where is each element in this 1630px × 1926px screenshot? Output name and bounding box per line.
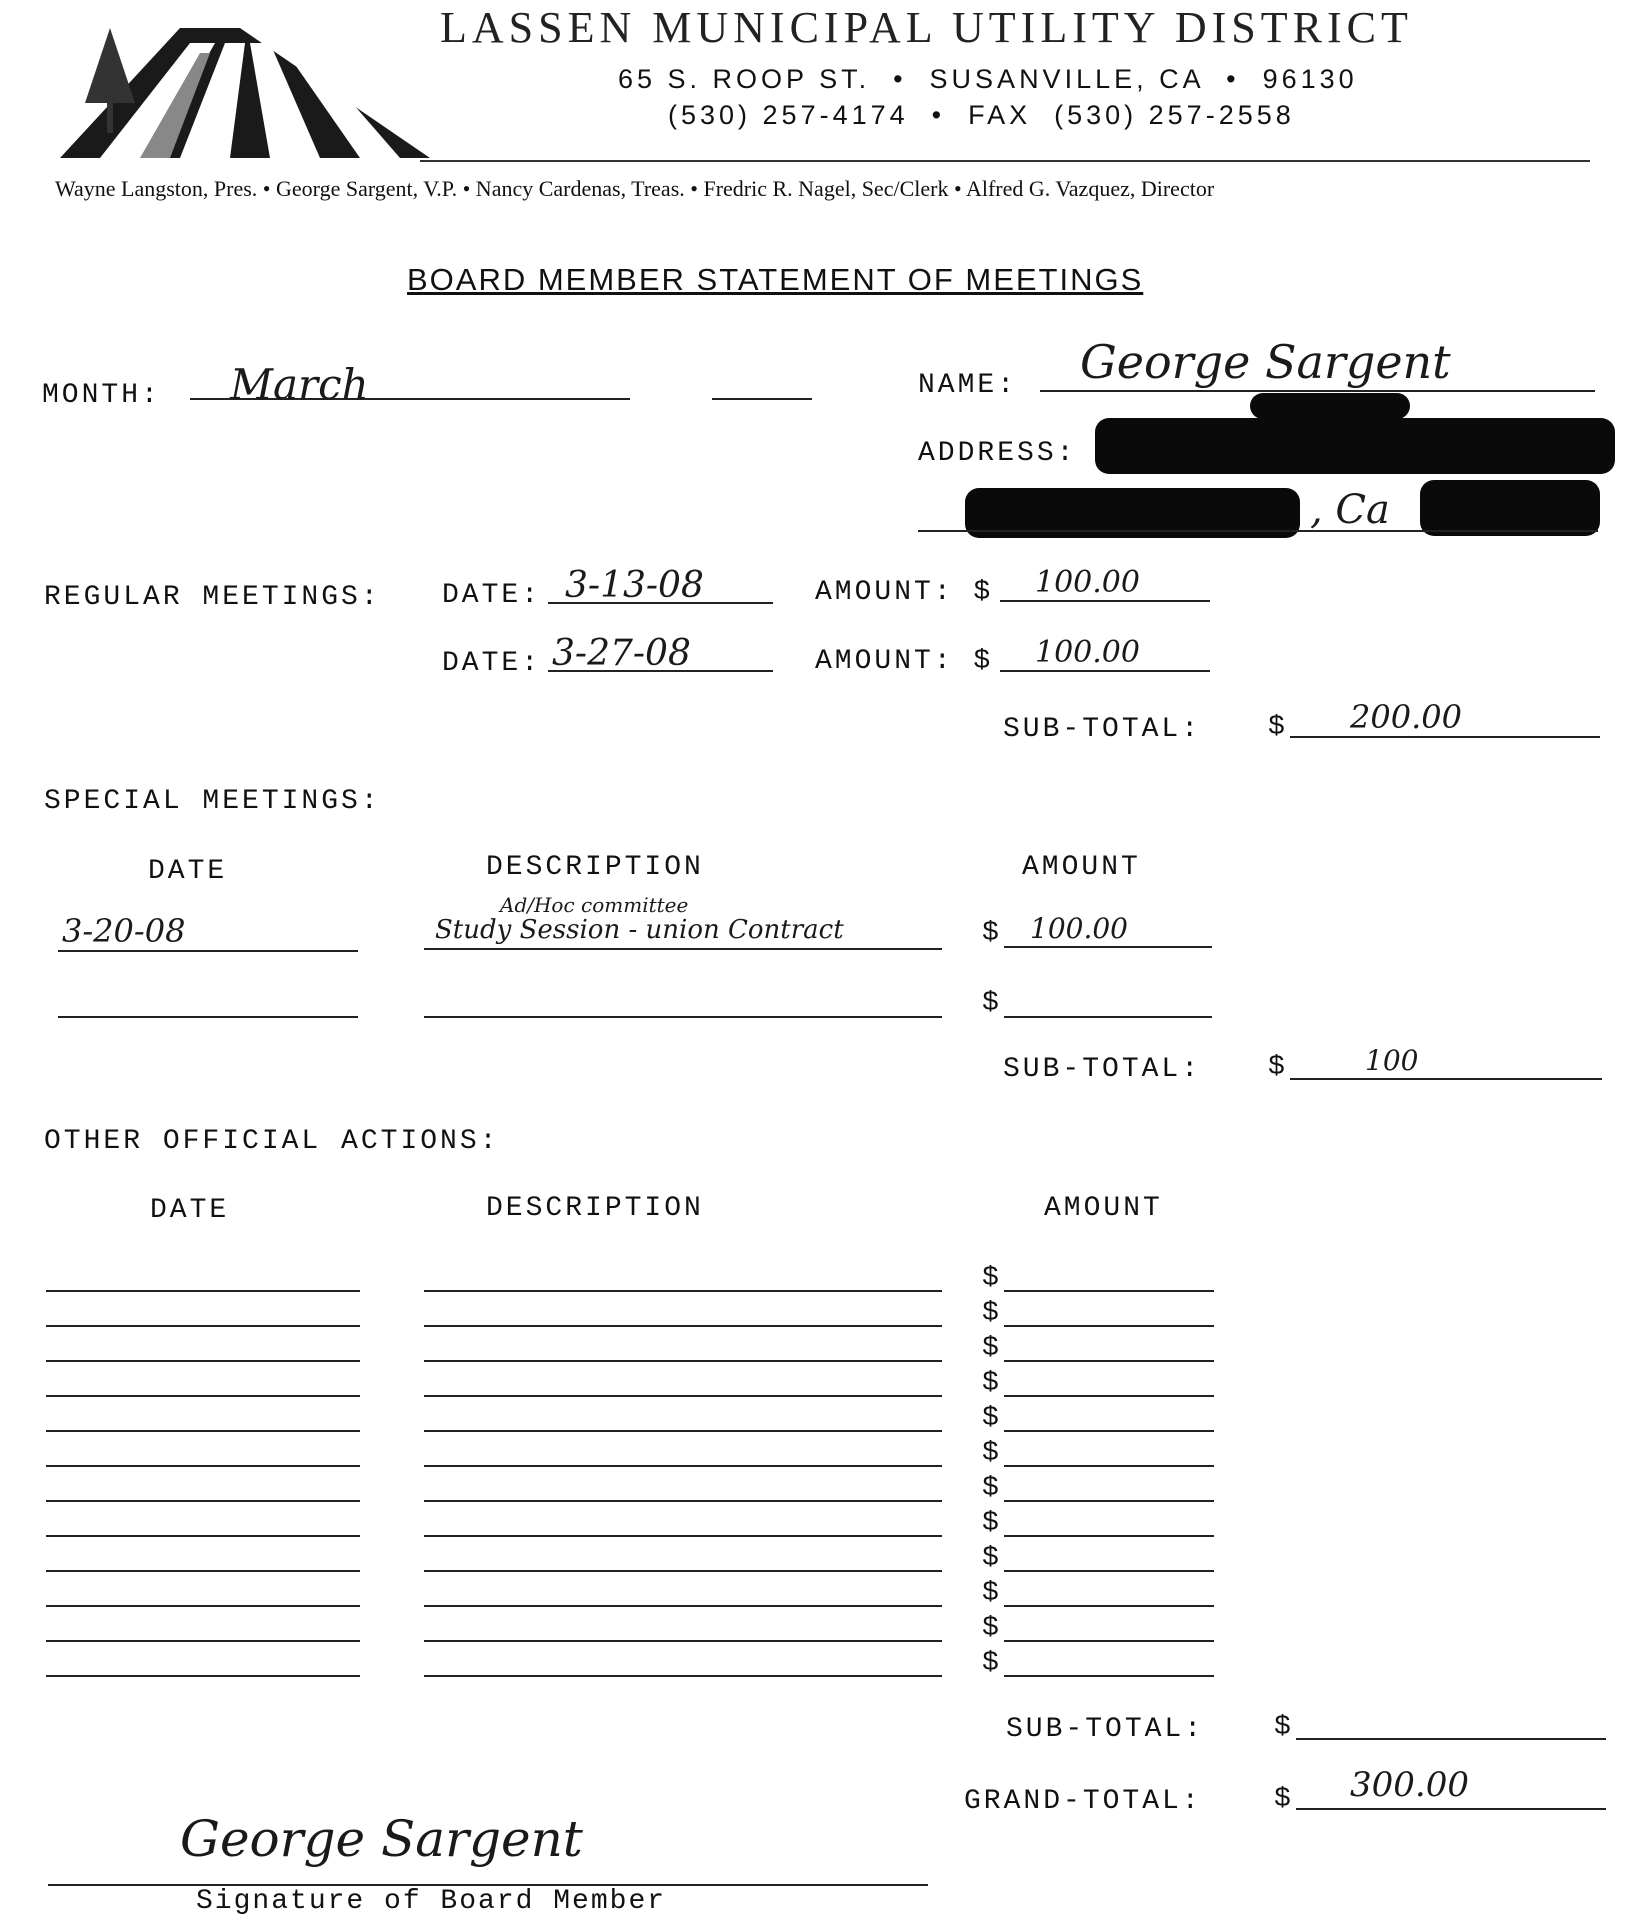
other-amount-currency: $ bbox=[982, 1578, 999, 1609]
grand-total-label: GRAND-TOTAL: bbox=[964, 1786, 1202, 1817]
regular-amount-label-2: AMOUNT: $ bbox=[815, 646, 994, 677]
other-amount-currency: $ bbox=[982, 1263, 999, 1294]
signature-value: George Sargent bbox=[180, 1810, 583, 1868]
header-rule bbox=[420, 160, 1590, 162]
other-date-field[interactable] bbox=[46, 1465, 360, 1467]
other-amount-field[interactable] bbox=[1004, 1465, 1214, 1467]
special-meetings-label: SPECIAL MEETINGS: bbox=[44, 786, 381, 817]
other-date-field[interactable] bbox=[46, 1360, 360, 1362]
other-date-field[interactable] bbox=[46, 1675, 360, 1677]
other-amount-currency: $ bbox=[982, 1298, 999, 1329]
regular-subtotal-field[interactable] bbox=[1290, 736, 1600, 738]
other-date-field[interactable] bbox=[46, 1325, 360, 1327]
other-amount-field[interactable] bbox=[1004, 1570, 1214, 1572]
address-redaction-4 bbox=[1420, 480, 1600, 536]
other-subtotal-field[interactable] bbox=[1296, 1738, 1606, 1740]
other-amount-field[interactable] bbox=[1004, 1535, 1214, 1537]
special-amount-value-1: 100.00 bbox=[1030, 912, 1128, 945]
other-amount-currency: $ bbox=[982, 1438, 999, 1469]
special-date-value-1: 3-20-08 bbox=[62, 912, 186, 950]
regular-date-label-2: DATE: bbox=[442, 648, 542, 679]
name-value: George Sargent bbox=[1080, 335, 1451, 389]
regular-subtotal-label: SUB-TOTAL: bbox=[1003, 714, 1202, 745]
other-amount-currency: $ bbox=[982, 1648, 999, 1679]
regular-amount-field-2[interactable] bbox=[1000, 670, 1210, 672]
address-redaction-1 bbox=[1250, 393, 1410, 419]
special-col-amount: AMOUNT bbox=[1022, 852, 1141, 883]
other-description-field[interactable] bbox=[424, 1395, 942, 1397]
other-amount-currency: $ bbox=[982, 1613, 999, 1644]
other-description-field[interactable] bbox=[424, 1605, 942, 1607]
phone-line: (530) 257-4174 • FAX (530) 257-2558 bbox=[668, 100, 1295, 130]
signature-caption: Signature of Board Member bbox=[196, 1886, 667, 1917]
special-date-field-1[interactable] bbox=[58, 950, 358, 952]
other-amount-field[interactable] bbox=[1004, 1675, 1214, 1677]
special-col-description: DESCRIPTION bbox=[486, 852, 704, 883]
other-subtotal-currency: $ bbox=[1274, 1712, 1291, 1743]
other-actions-label: OTHER OFFICIAL ACTIONS: bbox=[44, 1126, 500, 1157]
other-amount-field[interactable] bbox=[1004, 1640, 1214, 1642]
other-amount-field[interactable] bbox=[1004, 1430, 1214, 1432]
other-description-field[interactable] bbox=[424, 1325, 942, 1327]
special-amount-currency-2: $ bbox=[982, 988, 999, 1019]
address-label: ADDRESS: bbox=[918, 438, 1077, 469]
address-line-2-field[interactable] bbox=[918, 530, 1598, 532]
regular-date-value-1: 3-13-08 bbox=[565, 565, 704, 606]
special-description-value-1: Study Session - union Contract bbox=[435, 915, 844, 945]
grand-total-field[interactable] bbox=[1296, 1808, 1606, 1810]
other-date-field[interactable] bbox=[46, 1640, 360, 1642]
other-amount-currency: $ bbox=[982, 1508, 999, 1539]
regular-subtotal-value: 200.00 bbox=[1350, 698, 1462, 736]
other-description-field[interactable] bbox=[424, 1675, 942, 1677]
address-redaction-2 bbox=[1095, 418, 1615, 474]
other-amount-field[interactable] bbox=[1004, 1500, 1214, 1502]
other-subtotal-label: SUB-TOTAL: bbox=[1006, 1714, 1205, 1745]
regular-amount-value-1: 100.00 bbox=[1035, 565, 1140, 600]
regular-meetings-label: REGULAR MEETINGS: bbox=[44, 582, 381, 613]
month-value: March bbox=[230, 360, 369, 409]
regular-date-label-1: DATE: bbox=[442, 580, 542, 611]
other-date-field[interactable] bbox=[46, 1535, 360, 1537]
other-amount-currency: $ bbox=[982, 1543, 999, 1574]
other-date-field[interactable] bbox=[46, 1570, 360, 1572]
other-description-field[interactable] bbox=[424, 1430, 942, 1432]
form-title: BOARD MEMBER STATEMENT OF MEETINGS bbox=[407, 262, 1144, 297]
other-amount-field[interactable] bbox=[1004, 1360, 1214, 1362]
other-description-field[interactable] bbox=[424, 1465, 942, 1467]
district-logo bbox=[40, 8, 430, 168]
name-label: NAME: bbox=[918, 370, 1018, 401]
special-amount-currency-1: $ bbox=[982, 918, 999, 949]
special-subtotal-field[interactable] bbox=[1290, 1078, 1602, 1080]
regular-amount-label-1: AMOUNT: $ bbox=[815, 577, 994, 608]
other-col-description: DESCRIPTION bbox=[486, 1193, 704, 1224]
other-col-amount: AMOUNT bbox=[1044, 1193, 1163, 1224]
special-subtotal-label: SUB-TOTAL: bbox=[1003, 1054, 1202, 1085]
other-amount-currency: $ bbox=[982, 1403, 999, 1434]
other-description-field[interactable] bbox=[424, 1570, 942, 1572]
grand-total-value: 300.00 bbox=[1350, 1765, 1469, 1805]
special-amount-field-1[interactable] bbox=[1004, 946, 1212, 948]
org-name: LASSEN MUNICIPAL UTILITY DISTRICT bbox=[440, 3, 1413, 52]
other-date-field[interactable] bbox=[46, 1500, 360, 1502]
address-city-fragment: , Ca bbox=[1310, 487, 1390, 533]
regular-date-value-2: 3-27-08 bbox=[552, 633, 691, 674]
other-date-field[interactable] bbox=[46, 1395, 360, 1397]
other-description-field[interactable] bbox=[424, 1290, 942, 1292]
other-col-date: DATE bbox=[150, 1195, 230, 1226]
other-amount-field[interactable] bbox=[1004, 1290, 1214, 1292]
other-amount-currency: $ bbox=[982, 1368, 999, 1399]
regular-amount-value-2: 100.00 bbox=[1035, 635, 1140, 670]
grand-total-currency: $ bbox=[1274, 1784, 1291, 1815]
special-col-date: DATE bbox=[148, 856, 228, 887]
month-year-field[interactable] bbox=[712, 398, 812, 400]
special-date-field-2[interactable] bbox=[58, 1016, 358, 1018]
other-amount-field[interactable] bbox=[1004, 1325, 1214, 1327]
special-subtotal-value: 100 bbox=[1365, 1044, 1419, 1077]
other-date-field[interactable] bbox=[46, 1430, 360, 1432]
regular-amount-field-1[interactable] bbox=[1000, 600, 1210, 602]
officers-line: Wayne Langston, Pres. • George Sargent, V.P. • Nancy Cardenas, Treas. • Fredric R. Nagel, Sec/Clerk • Alfred G. Vazquez, Director bbox=[55, 176, 1215, 201]
regular-subtotal-currency: $ bbox=[1268, 712, 1285, 743]
special-description-field-1[interactable] bbox=[424, 948, 942, 950]
other-description-field[interactable] bbox=[424, 1535, 942, 1537]
other-description-field[interactable] bbox=[424, 1500, 942, 1502]
special-description-field-2[interactable] bbox=[424, 1016, 942, 1018]
other-description-field[interactable] bbox=[424, 1640, 942, 1642]
other-date-field[interactable] bbox=[46, 1605, 360, 1607]
other-amount-field[interactable] bbox=[1004, 1395, 1214, 1397]
other-amount-field[interactable] bbox=[1004, 1605, 1214, 1607]
other-amount-currency: $ bbox=[982, 1473, 999, 1504]
special-amount-field-2[interactable] bbox=[1004, 1016, 1212, 1018]
address-line: 65 S. ROOP ST. • SUSANVILLE, CA • 96130 bbox=[618, 64, 1358, 94]
name-field[interactable] bbox=[1040, 390, 1595, 392]
other-date-field[interactable] bbox=[46, 1290, 360, 1292]
other-description-field[interactable] bbox=[424, 1360, 942, 1362]
other-amount-currency: $ bbox=[982, 1333, 999, 1364]
special-subtotal-currency: $ bbox=[1268, 1052, 1285, 1083]
special-description-note-1: Ad/Hoc committee bbox=[500, 893, 689, 917]
month-label: MONTH: bbox=[42, 380, 161, 411]
